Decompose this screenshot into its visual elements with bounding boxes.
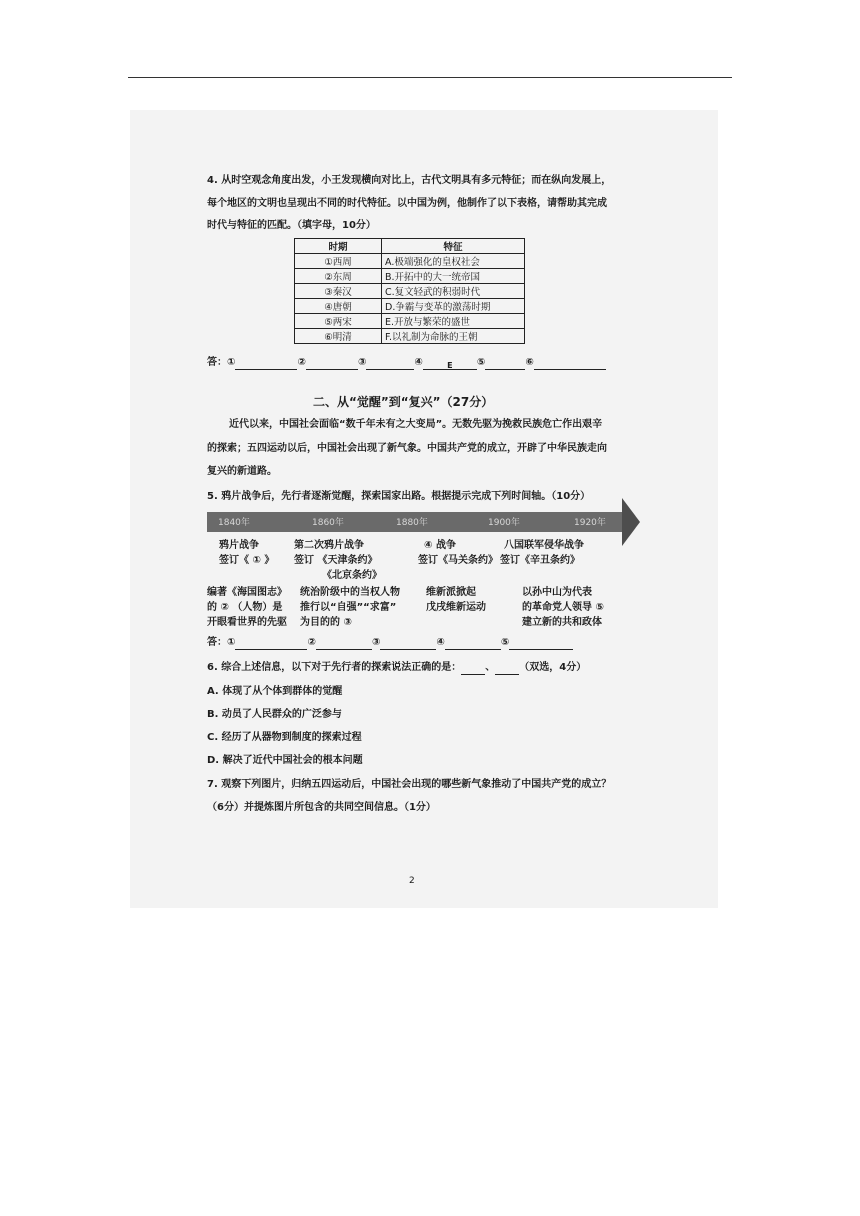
q6-sep: 、	[485, 662, 496, 673]
answer-prefix: 答：	[207, 637, 227, 648]
period-cell: ⑤两宋	[295, 314, 382, 329]
answer-label: ⑤	[476, 357, 486, 368]
table-row	[295, 299, 525, 314]
event-reform: 维新派掀起	[426, 587, 476, 598]
q6-option-d: D. 解决了近代中国社会的根本问题	[207, 755, 363, 766]
feature-cell: C.复文轻武的积弱时代	[382, 284, 525, 299]
period-cell: ②东周	[295, 269, 382, 284]
event-xinchou-treaty: 签订《辛丑条约》	[500, 555, 580, 566]
event-sun: 以孙中山为代表	[522, 587, 592, 598]
timeline-year: 1840年	[218, 518, 250, 528]
event-sun-lead: 的革命党人领导 ⑤	[522, 602, 604, 613]
page-number: 2	[409, 876, 415, 886]
table-row	[295, 269, 525, 284]
answer-label: ③	[371, 637, 381, 648]
answer-label: ⑤	[500, 637, 510, 648]
answer-blank-5[interactable]	[509, 639, 573, 650]
table-header: 特征	[382, 239, 525, 254]
answer-blank-2[interactable]	[316, 639, 372, 650]
answer-label: ①	[227, 357, 236, 368]
section-title: 二、从“觉醒”到“复兴”（27分）	[313, 395, 494, 409]
q4-line-1: 4. 从时空观念角度出发，小王发现横向对比上，古代文明具有多元特征；而在纵向发展上，	[207, 175, 612, 186]
event-haiguo: 编著《海国图志》	[207, 587, 287, 598]
timeline-year: 1900年	[488, 518, 520, 528]
event-selfstrength-goal: 推行以“自强”“求富”	[300, 602, 397, 613]
q7-line-2: （6分）并提炼图片所包含的共同空间信息。（1分）	[207, 802, 436, 813]
table-row	[295, 329, 525, 344]
q7-line-1: 7. 观察下列图片，归纳五四运动后，中国社会出现的哪些新气象推动了中国共产党的成立？	[207, 779, 612, 790]
answer-label: ③	[357, 357, 367, 368]
feature-cell: E.开放与繁荣的盛世	[382, 314, 525, 329]
q5-prompt: 5. 鸦片战争后，先行者逐渐觉醒，探索国家出路。根据提示完成下列时间轴。（10分）	[207, 491, 591, 502]
period-cell: ⑥明清	[295, 329, 382, 344]
period-cell: ①西周	[295, 254, 382, 269]
q6-option-a: A. 体现了从个体到群体的觉醒	[207, 686, 343, 697]
q6-option-c: C. 经历了从器物到制度的探索过程	[207, 732, 362, 743]
table-row	[295, 314, 525, 329]
answer-blank-3[interactable]	[366, 359, 414, 370]
table-header-row	[295, 239, 525, 254]
feature-cell: B.开拓中的大一统帝国	[382, 269, 525, 284]
timeline-year: 1860年	[312, 518, 344, 528]
event-eight-nation: 八国联军侵华战争	[504, 540, 584, 551]
table-header: 时期	[295, 239, 382, 254]
feature-cell: F.以礼制为命脉的王朝	[382, 329, 525, 344]
answer-blank-5[interactable]	[485, 359, 525, 370]
section-intro-1: 近代以来，中国社会面临“数千年未有之大变局”。无数先驱为挽救民族危亡作出艰辛	[229, 419, 603, 430]
answer-blank-6[interactable]	[534, 359, 606, 370]
period-cell: ③秦汉	[295, 284, 382, 299]
event-opium-treaty: 签订《 ① 》	[219, 555, 275, 566]
header-rule	[128, 77, 732, 78]
q5-answer-line	[207, 636, 573, 650]
event-haiguo-pioneer: 开眼看世界的先驱	[207, 617, 287, 628]
section-intro-3: 复兴的新道路。	[207, 466, 277, 477]
answer-label: ①	[227, 637, 236, 648]
event-maguan-treaty: 签订《马关条约》	[418, 555, 498, 566]
answer-blank-1[interactable]	[235, 639, 307, 650]
q6-blank-2[interactable]	[495, 664, 519, 675]
q4-line-2: 每个地区的文明也呈现出不同的时代特征。以中国为例，他制作了以下表格，请帮助其完成	[207, 198, 607, 209]
event-second-opium-war: 第二次鸦片战争	[294, 540, 364, 551]
period-cell: ④唐朝	[295, 299, 382, 314]
answer-label: ②	[297, 357, 306, 368]
answer-label: ④	[414, 357, 423, 368]
section-intro-2: 的探索；五四运动以后，中国社会出现了新气象。中国共产党的成立，开辟了中华民族走向	[207, 443, 607, 454]
event-haiguo-person: 的 ② （人物）是	[207, 602, 283, 613]
q4-answer-line	[207, 356, 606, 370]
event-opium-war: 鸦片战争	[219, 540, 259, 551]
table-row	[295, 254, 525, 269]
q6-suffix: （双选，4分）	[519, 662, 587, 673]
answer-prefix: 答：	[207, 357, 227, 368]
answer-blank-4[interactable]: E	[423, 359, 477, 370]
table-row	[295, 284, 525, 299]
q6-blank-1[interactable]	[461, 664, 485, 675]
timeline-year: 1920年	[574, 518, 606, 528]
timeline-arrowhead	[622, 498, 640, 546]
event-wuxu: 戊戌维新运动	[426, 602, 486, 613]
answer-blank-4[interactable]	[445, 639, 501, 650]
q4-line-3: 时代与特征的匹配。（填字母，10分）	[207, 220, 376, 231]
event-tianjin-treaty: 签订 《天津条约》	[294, 555, 378, 566]
q4-table	[294, 238, 525, 344]
feature-cell: A.极端强化的皇权社会	[382, 254, 525, 269]
event-beijing-treaty: 《北京条约》	[322, 570, 382, 581]
timeline-year: 1880年	[396, 518, 428, 528]
answer-label: ④	[436, 637, 445, 648]
answer-label: ②	[307, 637, 316, 648]
event-selfstrength-3: 为目的的 ③	[300, 617, 352, 628]
q6-prompt: 6. 综合上述信息，以下对于先行者的探索说法正确的是：	[207, 662, 462, 673]
feature-cell: D.争霸与变革的激荡时期	[382, 299, 525, 314]
answer-blank-2[interactable]	[306, 359, 358, 370]
answer-blank-1[interactable]	[235, 359, 297, 370]
answer-blank-3[interactable]	[380, 639, 436, 650]
event-war-4: ④ 战争	[424, 540, 456, 551]
q6-option-b: B. 动员了人民群众的广泛参与	[207, 709, 342, 720]
event-republic: 建立新的共和政体	[522, 617, 602, 628]
q6-prompt-line	[207, 661, 586, 675]
event-selfstrength: 统治阶级中的当权人物	[300, 587, 400, 598]
answer-label: ⑥	[525, 357, 534, 368]
